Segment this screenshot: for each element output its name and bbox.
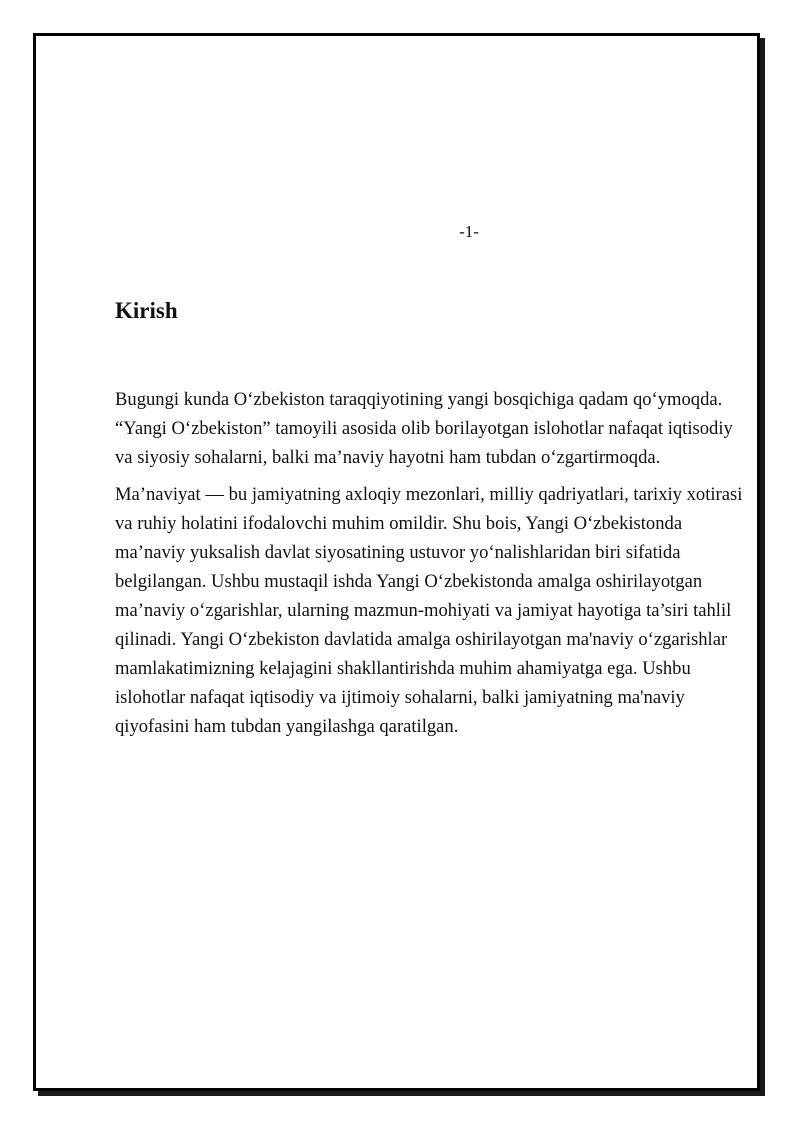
section-heading: Kirish xyxy=(115,298,178,323)
body-text xyxy=(115,385,745,749)
paragraph-1: Bugungi kunda O‘zbekiston taraqqiyotining yangi bosqichiga qadam qo‘ymoqda. “Yangi O‘zbekiston” tamoyili asosida olib borilayotgan islohotlar nafaqat iqtisodiy va siyosiy sohalarni, balki ma’naviy hayotni ham tubdan o‘zgartirmoqda. xyxy=(115,389,733,468)
paragraph-2: Ma’naviyat — bu jamiyatning axloqiy mezonlari, milliy qadriyatlari, tarixiy xotirasi va ruhiy holatini ifodalovchi muhim omildir. Shu bois, Yangi O‘zbekistonda ma’naviy yuksalish davlat siyosatining ustuvor yo‘nalishlaridan biri sifatida belgilangan. Ushbu mustaqil ishda Yangi O‘zbekistonda amalga oshirilayotgan ma’naviy o‘zgarishlar, ularning mazmun-mohiyati va jamiyat hayotiga ta’siri tahlil qilinadi. Yangi O‘zbekiston davlatida amalga oshirilayotgan ma'naviy o‘zgarishlar mamlakatimizning kelajagini shakllantirishda muhim ahamiyatga ega. Ushbu islohotlar nafaqat iqtisodiy va ijtimoiy sohalarni, balki jamiyatning ma'naviy qiyofasini ham tubdan yangilashga qaratilgan. xyxy=(115,484,743,737)
page-number: -1- xyxy=(459,222,479,241)
